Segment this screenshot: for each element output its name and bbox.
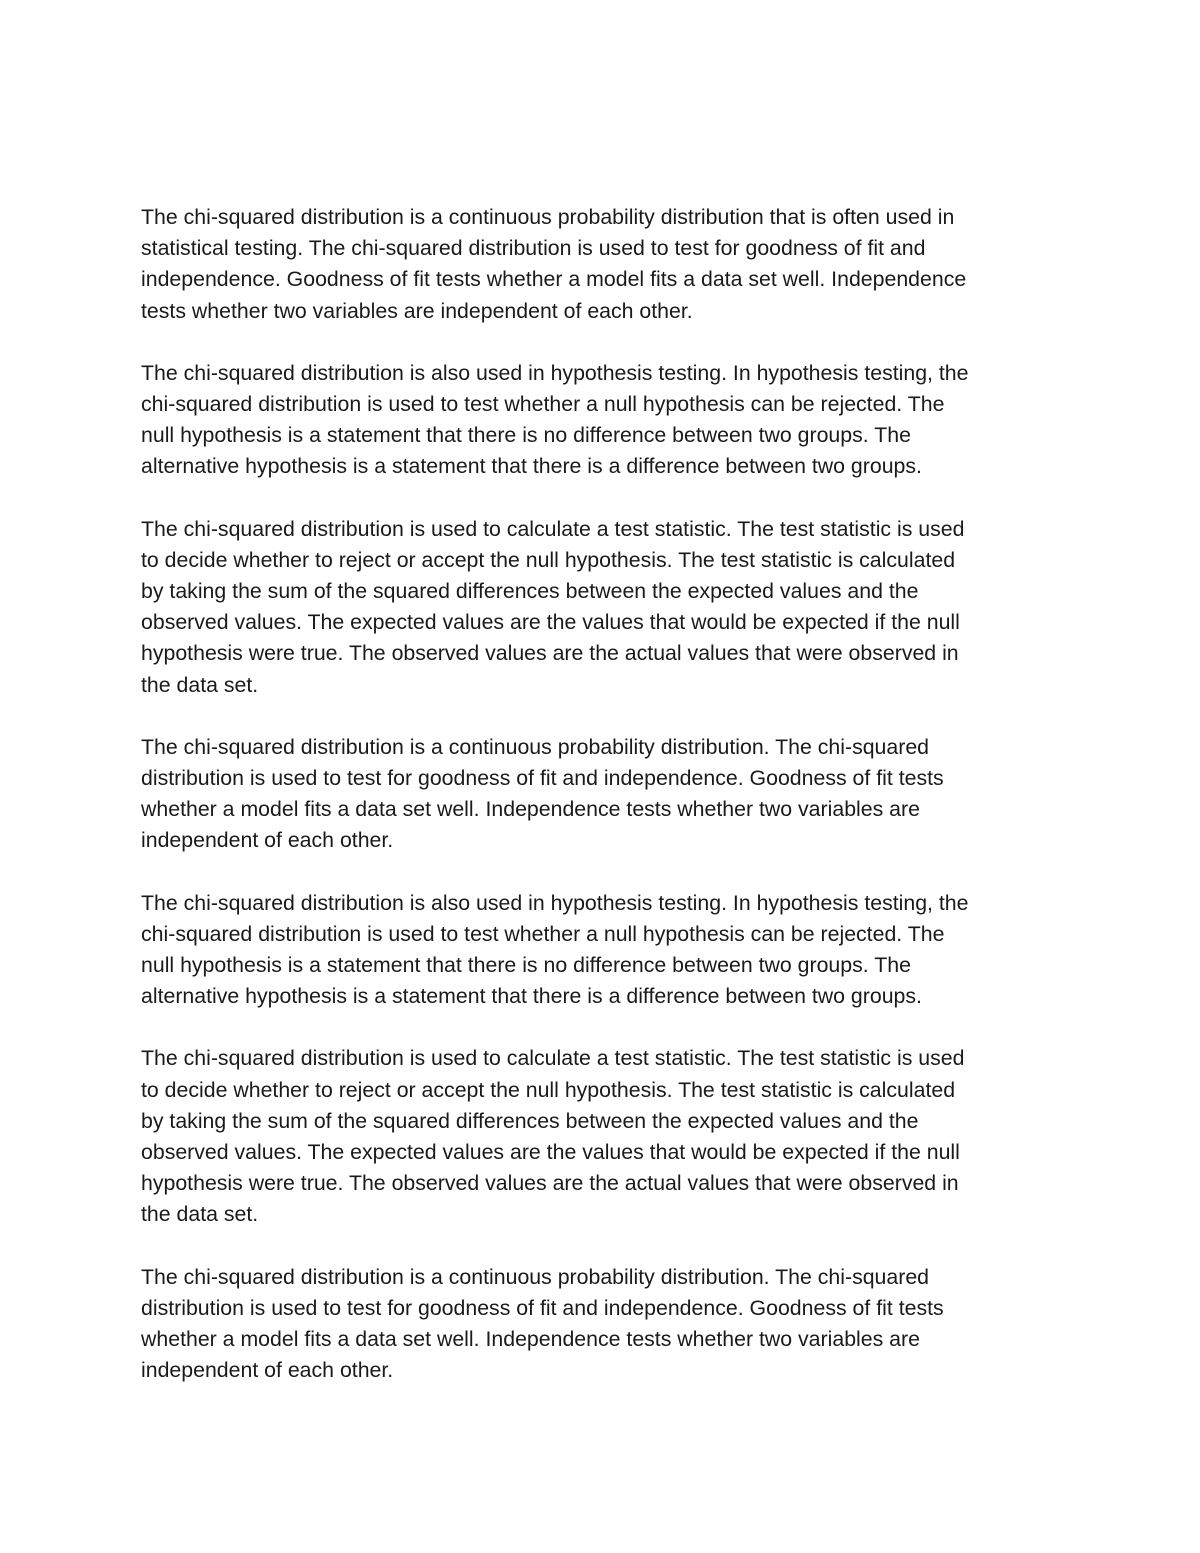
text-line: the data set. — [141, 1202, 259, 1227]
text-line: observed values. The expected values are the values that would be expected if the null — [141, 1140, 960, 1165]
text-line: hypothesis were true. The observed values are the actual values that were observed in — [141, 1171, 959, 1196]
paragraph — [141, 358, 1081, 483]
paragraph — [141, 1043, 1081, 1230]
text-line: The chi-squared distribution is used to calculate a test statistic. The test statistic is used — [141, 516, 965, 541]
text-line: The chi-squared distribution is also used in hypothesis testing. In hypothesis testing, the — [141, 360, 969, 385]
text-line: The chi-squared distribution is also used in hypothesis testing. In hypothesis testing, the — [141, 890, 969, 915]
text-line: statistical testing. The chi-squared distribution is used to test for goodness of fit and — [141, 236, 926, 261]
paragraph — [141, 1262, 1081, 1387]
text-line: whether a model fits a data set well. Independence tests whether two variables are — [141, 1327, 920, 1352]
text-line: null hypothesis is a statement that there is no difference between two groups. The — [141, 423, 911, 448]
text-line: The chi-squared distribution is a continuous probability distribution. The chi-squared — [141, 734, 930, 759]
text-line: distribution is used to test for goodness of fit and independence. Goodness of fit tests — [141, 1295, 944, 1320]
text-line: to decide whether to reject or accept the null hypothesis. The test statistic is calculated — [141, 1077, 956, 1102]
text-line: by taking the sum of the squared differences between the expected values and the — [141, 1108, 919, 1133]
text-line: null hypothesis is a statement that there is no difference between two groups. The — [141, 953, 911, 978]
paragraph — [141, 202, 1081, 327]
paragraph — [141, 732, 1081, 857]
text-line: chi-squared distribution is used to test whether a null hypothesis can be rejected. The — [141, 392, 945, 417]
text-line: independence. Goodness of fit tests whether a model fits a data set well. Independence — [141, 267, 967, 292]
text-line: independent of each other. — [141, 828, 394, 853]
text-line: independent of each other. — [141, 1358, 394, 1383]
text-line: The chi-squared distribution is a continuous probability distribution. The chi-squared — [141, 1264, 930, 1289]
text-line: observed values. The expected values are the values that would be expected if the null — [141, 610, 960, 635]
text-line: alternative hypothesis is a statement that there is a difference between two groups. — [141, 454, 922, 479]
text-line: alternative hypothesis is a statement that there is a difference between two groups. — [141, 984, 922, 1009]
paragraph — [141, 514, 1081, 701]
text-line: the data set. — [141, 672, 259, 697]
text-line: The chi-squared distribution is used to calculate a test statistic. The test statistic is used — [141, 1046, 965, 1071]
text-line: tests whether two variables are independent of each other. — [141, 298, 693, 323]
text-line: by taking the sum of the squared differences between the expected values and the — [141, 579, 919, 604]
text-line: chi-squared distribution is used to test whether a null hypothesis can be rejected. The — [141, 921, 945, 946]
document-body — [141, 202, 1081, 1418]
text-line: to decide whether to reject or accept the null hypothesis. The test statistic is calculated — [141, 547, 956, 572]
text-line: The chi-squared distribution is a continuous probability distribution that is often used in — [141, 205, 955, 229]
paragraph — [141, 888, 1081, 1013]
text-line: distribution is used to test for goodness of fit and independence. Goodness of fit tests — [141, 766, 944, 791]
text-line: hypothesis were true. The observed values are the actual values that were observed in — [141, 641, 959, 666]
text-line: whether a model fits a data set well. Independence tests whether two variables are — [141, 797, 920, 822]
